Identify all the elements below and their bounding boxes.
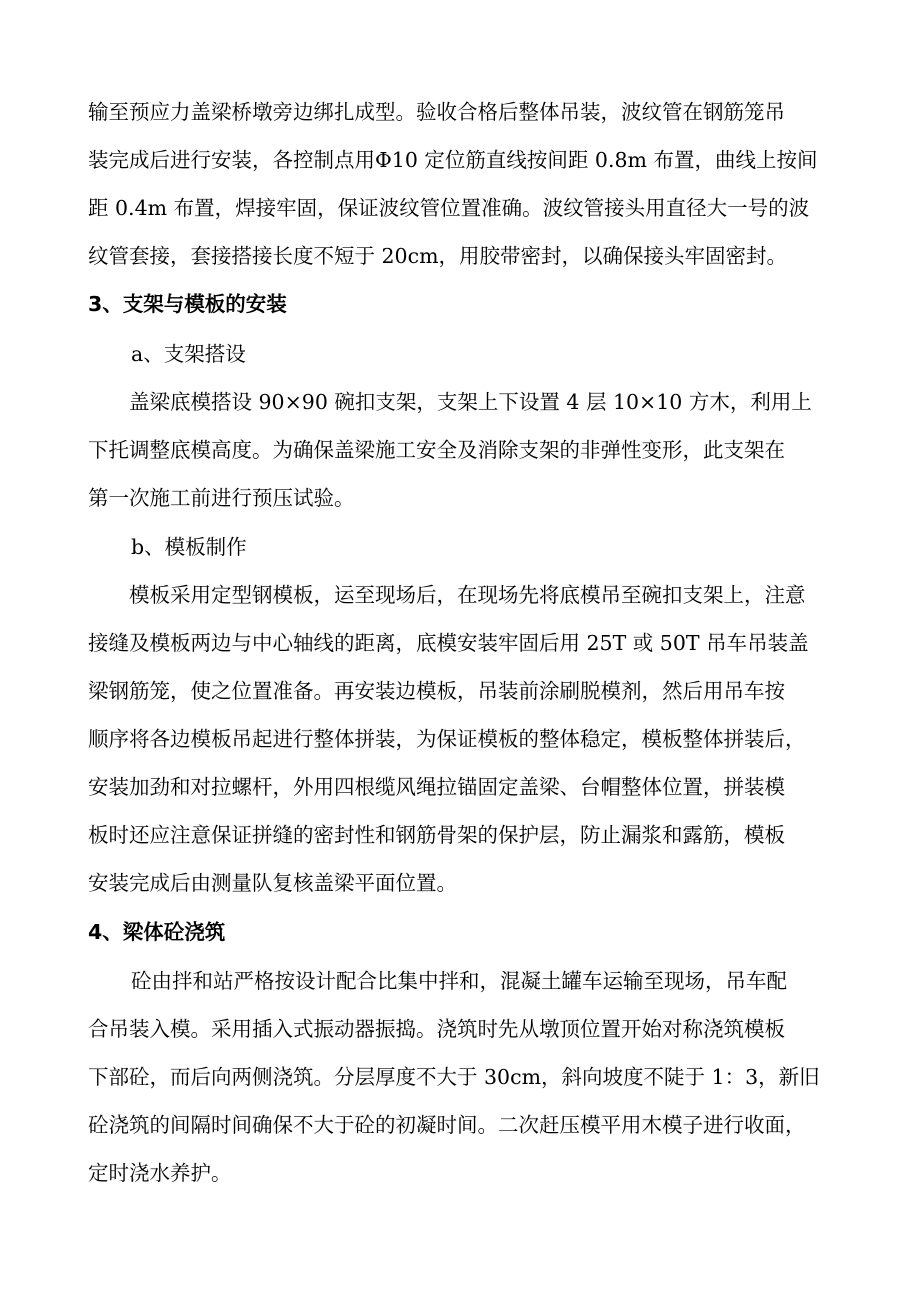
paragraph-line: 纹管套接，套接搭接长度不短于 20cm，用胶带密封，以确保接头牢固密封。 — [88, 244, 788, 268]
paragraph-line: 第一次施工前进行预压试验。 — [88, 486, 355, 510]
paragraph-line: 安装完成后由测量队复核盖梁平面位置。 — [88, 871, 457, 895]
paragraph-line: 距 0.4m 布置，焊接牢固，保证波纹管位置准确。波纹管接头用直径大一号的波 — [88, 196, 810, 220]
paragraph-line: 合吊装入模。采用插入式振动器振捣。浇筑时先从墩顶位置开始对称浇筑模板 — [88, 1017, 785, 1041]
paragraph-line: 安装加劲和对拉螺杆，外用四根缆风绳拉锚固定盖梁、台帽整体位置，拼装模 — [88, 775, 785, 799]
paragraph-line: 顺序将各边模板吊起进行整体拼装，为保证模板的整体稳定，模板整体拼装后， — [88, 727, 806, 751]
paragraph-line: 板时还应注意保证拼缝的密封性和钢筋骨架的保护层，防止漏浆和露筋，模板 — [88, 823, 785, 847]
section-heading: 3、支架与模板的安装 — [88, 292, 287, 316]
subsection-title: a、支架搭设 — [131, 342, 246, 366]
subsection-title: b、模板制作 — [131, 535, 247, 559]
section-heading: 4、梁体砼浇筑 — [88, 920, 226, 944]
paragraph-line: 装完成后进行安装，各控制点用Φ10 定位筋直线按间距 0.8m 布置，曲线上按间 — [88, 148, 818, 172]
paragraph-line: 下托调整底模高度。为确保盖梁施工安全及消除支架的非弹性变形，此支架在 — [88, 438, 785, 462]
paragraph-line: 模板采用定型钢模板，运至现场后，在现场先将底模吊至碗扣支架上，注意 — [129, 583, 806, 607]
paragraph-line: 输至预应力盖梁桥墩旁边绑扎成型。验收合格后整体吊装，波纹管在钢筋笼吊 — [88, 100, 785, 124]
paragraph-line: 盖梁底模搭设 90×90 碗扣支架，支架上下设置 4 层 10×10 方木，利用上 — [129, 390, 812, 414]
paragraph-line: 砼由拌和站严格按设计配合比集中拌和，混凝土罐车运输至现场，吊车配 — [131, 969, 787, 993]
paragraph-line: 砼浇筑的间隔时间确保不大于砼的初凝时间。二次赶压模平用木模子进行收面， — [88, 1113, 806, 1137]
paragraph-line: 下部砼，而后向两侧浇筑。分层厚度不大于 30cm，斜向坡度不陡于 1：3，新旧 — [88, 1065, 820, 1089]
paragraph-line: 梁钢筋笼，使之位置准备。再安装边模板，吊装前涂刷脱模剂，然后用吊车按 — [88, 679, 785, 703]
paragraph-line: 定时浇水养护。 — [88, 1161, 232, 1185]
paragraph-line: 接缝及模板两边与中心轴线的距离，底模安装牢固后用 25T 或 50T 吊车吊装盖 — [88, 631, 809, 655]
